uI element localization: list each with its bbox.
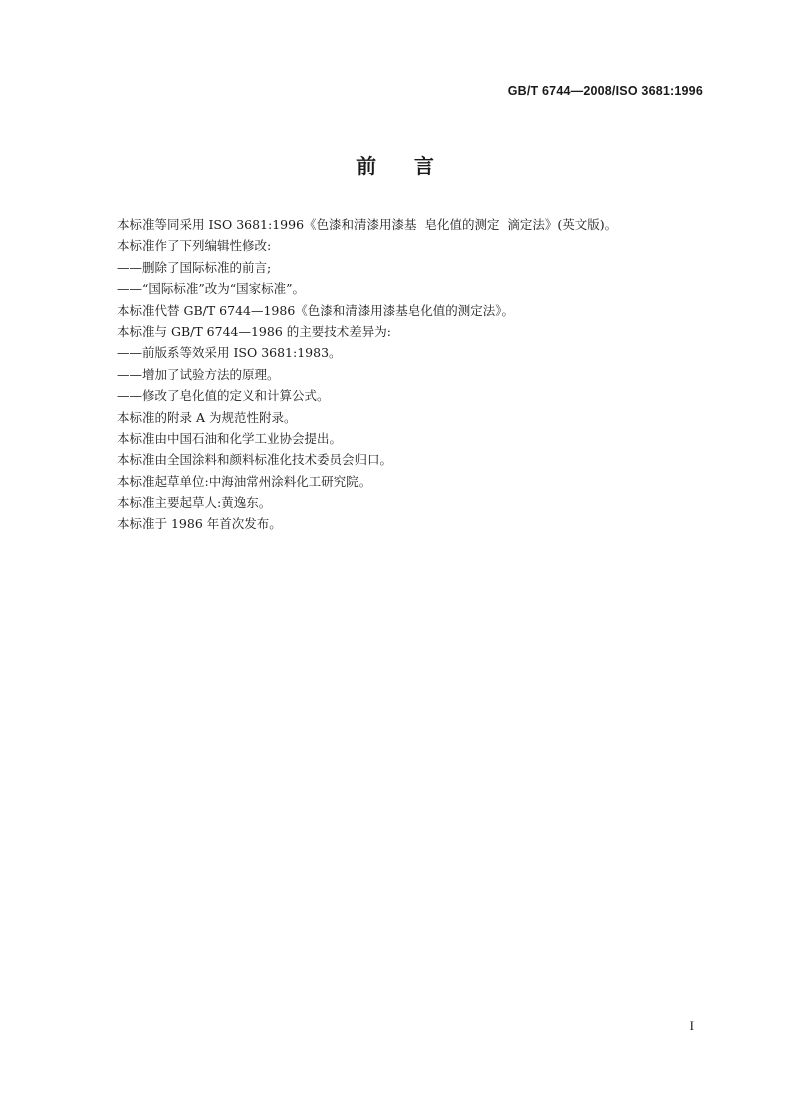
body-line: 本标准等同采用 ISO 3681:1996《色漆和清漆用漆基 皂化值的测定 滴定法》(英文版)。	[117, 217, 618, 232]
body-line: 本标准作了下列编辑性修改:	[117, 238, 272, 254]
body-line: 本标准由中国石油和化学工业协会提出。	[117, 430, 343, 446]
body-line: 本标准由全国涂料和颜料标准化技术委员会归口。	[117, 452, 393, 468]
standard-code	[508, 84, 703, 98]
body-line: 本标准主要起草人:黄逸东。	[117, 495, 272, 511]
body-line: 本标准于 1986 年首次发布。	[117, 516, 282, 532]
body-line: 本标准的附录 A 为规范性附录。	[117, 409, 297, 425]
body-line: 本标准起草单位:中海油常州涂料化工研究院。	[117, 473, 372, 489]
foreword-body	[117, 214, 717, 535]
body-line: ——增加了试验方法的原理。	[117, 366, 280, 382]
page-title: 前 言	[356, 154, 436, 178]
body-line: 本标准与 GB/T 6744—1986 的主要技术差异为:	[117, 323, 391, 339]
body-line: 本标准代替 GB/T 6744—1986《色漆和清漆用漆基皂化值的测定法》。	[117, 302, 515, 318]
body-line: ——“国际标准”改为“国家标准”。	[117, 281, 306, 297]
body-line: ——修改了皂化值的定义和计算公式。	[117, 388, 330, 404]
standard-code-text: GB/T 6744—2008/ISO 3681:1996	[507, 84, 703, 98]
page-number: I	[689, 1018, 694, 1033]
body-line: ——前版系等效采用 ISO 3681:1983。	[117, 345, 342, 361]
body-line: ——删除了国际标准的前言;	[117, 259, 272, 275]
